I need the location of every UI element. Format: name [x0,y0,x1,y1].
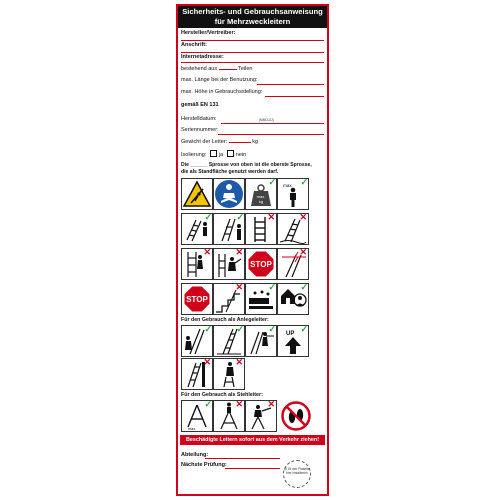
check-icon: ✓ [268,178,276,187]
section-anlegeleiter: Für den Gebrauch als Anlegeleiter: [181,317,269,323]
lean-ladder-extension-icon [213,325,245,357]
bestehend-blank [219,69,237,70]
inspection-plaque-placeholder: Ø 15 mm Plakette hier installieren [283,460,311,488]
divider [225,468,280,469]
check-icon: ✓ [236,325,244,334]
field-max-laenge: max. Länge bei der Benutzung: [181,77,258,83]
gewicht-blank [229,142,251,143]
cross-icon: ✕ [235,283,243,292]
check-icon: ✓ [300,325,308,334]
divider [218,134,324,135]
isolierung-label: Isolierung: [181,152,207,158]
cross-icon: ✕ [299,248,307,257]
bestehend-post: Teilen [238,66,253,72]
ladder-unstable-ground-icon [277,213,309,245]
cross-icon: ✕ [299,213,307,222]
stairs-icon [213,283,245,315]
cross-icon: ✕ [235,400,243,409]
section-stehleiter: Für den Gebrauch als Stehleiter: [181,392,263,398]
stop-text: STOP [250,260,272,269]
checkbox-nein[interactable] [227,150,234,157]
sprosse-line-2: die als Standfläche genutzt werden darf. [181,169,279,175]
lean-ladder-side-icon [181,358,213,390]
field-gewicht [181,139,258,145]
step-ladder-side-load-icon [245,400,277,432]
check-icon: ✓ [268,325,276,334]
overreach-icon [213,248,245,280]
cross-icon: ✕ [203,358,211,367]
stop-sign-icon [245,248,277,280]
check-icon: ✓ [204,213,212,222]
cross-icon: ✕ [267,213,275,222]
ladder-climb-icon [181,248,213,280]
warning-triangle-icon [181,178,213,210]
cross-icon: ✕ [235,358,243,367]
ladder-damaged-icon [245,213,277,245]
inspect-ladder-icon [181,213,213,245]
house-person-icon [277,283,309,315]
field-isolierung [181,150,246,158]
svg-text:kg: kg [258,199,264,204]
divider [181,40,324,41]
bestehend-pre: bestehend aus [181,66,218,72]
gewicht-label: Gewicht der Leiter: [181,139,228,145]
gewicht-unit: kg [252,139,259,145]
field-max-hoehe: max. Höhe in Gebrauchsstellung: [181,89,263,95]
lean-ladder-angle-icon [181,325,213,357]
svg-text:max.: max. [256,194,266,199]
step-ladder-max-icon [181,400,213,432]
check-icon: ✓ [236,213,244,222]
warning-banner: Beschädigte Leitern sofort aus dem Verkehr ziehen! [180,435,325,445]
max-persons-icon [277,178,309,210]
check-icon: ✓ [204,400,212,409]
up-text: UP [286,331,295,337]
cross-icon: ✕ [235,248,243,257]
label-title [178,6,327,28]
divider [257,84,324,85]
field-abteilung: Abteilung: [181,452,209,458]
stop-sign-icon-2 [181,283,213,315]
read-manual-icon [213,178,245,210]
check-icon: ✓ [300,283,308,292]
field-bestehend [181,66,252,72]
divider [181,62,324,63]
nein-label: nein [235,152,247,158]
field-hersteller: Hersteller/Vertreiber: [181,30,236,36]
field-seriennummer: Seriennummer: [181,127,219,133]
date-hint: (MM/JJJJ) [259,118,274,122]
ja-label: ja [218,152,224,158]
stop-text: STOP [186,295,208,304]
sprosse-line-1: Die ______ Sprosse von oben ist die oberste Sprosse, [181,162,312,168]
max-text: max. [188,427,197,431]
step-ladder-person-icon [213,400,245,432]
cross-icon: ✕ [267,400,275,409]
electric-hazard-icon [277,248,309,280]
svg-text:max.: max. [283,183,293,188]
checkbox-ja[interactable] [210,150,217,157]
divider [181,52,324,53]
divider [205,458,280,459]
weather-conditions-icon [245,283,277,315]
check-icon: ✓ [300,178,308,187]
check-feet-icon [213,213,245,245]
check-icon: ✓ [204,325,212,334]
check-icon: ✓ [268,283,276,292]
max-weight-icon [245,178,277,210]
up-arrow-icon [277,325,309,357]
field-naechste-pruefung: Nächste Prüfung: [181,462,227,468]
field-norm: gemäß EN 131 [181,102,219,108]
lean-ladder-overhang-icon [245,325,277,357]
field-herstelldatum: Herstelldatum: [181,116,217,122]
lean-ladder-step-off-icon [213,358,245,390]
divider [221,123,324,124]
field-internet: Internetadresse: [181,54,224,60]
field-anschrift: Anschrift: [181,42,207,48]
no-footwear-icon [281,401,313,433]
title-line-2: für Mehrzweckleitern [214,17,291,26]
title-line-1: Sicherheits- und Gebrauchsanweisung [182,7,323,16]
divider [265,96,324,97]
cross-icon: ✕ [203,248,211,257]
